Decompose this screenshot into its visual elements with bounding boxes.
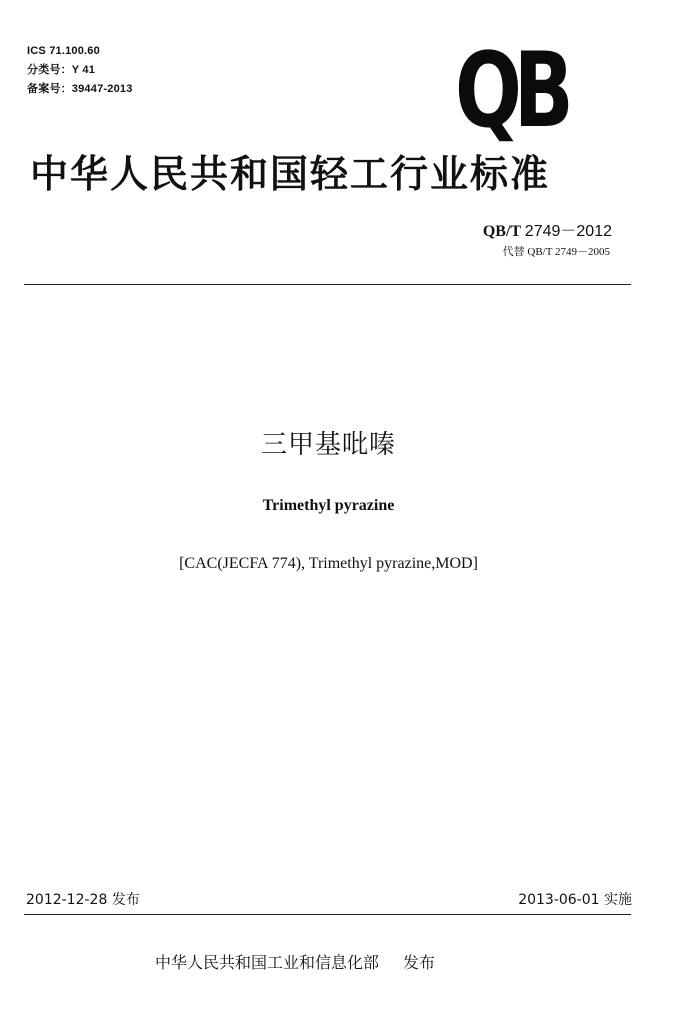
- issue-date: 2012-12-28 发布: [26, 892, 140, 908]
- publisher-line: [155, 952, 435, 974]
- publish-label: 发布: [403, 953, 436, 972]
- top-divider: [24, 284, 631, 285]
- qb-logo: QB: [455, 30, 566, 152]
- implementation-date: 2013-06-01 实施: [518, 892, 632, 908]
- document-title-en: Trimethyl pyrazine: [262, 497, 395, 514]
- standard-code: [483, 223, 612, 241]
- publisher-name: 中华人民共和国工业和信息化部: [155, 953, 380, 972]
- classification-number: 分类号：Y 41: [27, 64, 96, 76]
- document-title-cn: 三甲基吡嗪: [260, 430, 396, 460]
- organization-title: 中华人民共和国轻工行业标准: [30, 152, 551, 196]
- record-number: 备案号：39447-2013: [27, 83, 133, 95]
- adoption-note: [CAC(JECFA 774), Trimethyl pyrazine,MOD]: [179, 555, 478, 572]
- ics-code: ICS 71.100.60: [27, 45, 100, 57]
- standard-prefix: QB/T: [482, 223, 521, 240]
- standard-number: 2749－2012: [524, 223, 612, 240]
- replaces-standard: 代替 QB/T 2749－2005: [502, 246, 610, 258]
- bottom-divider: [24, 914, 631, 915]
